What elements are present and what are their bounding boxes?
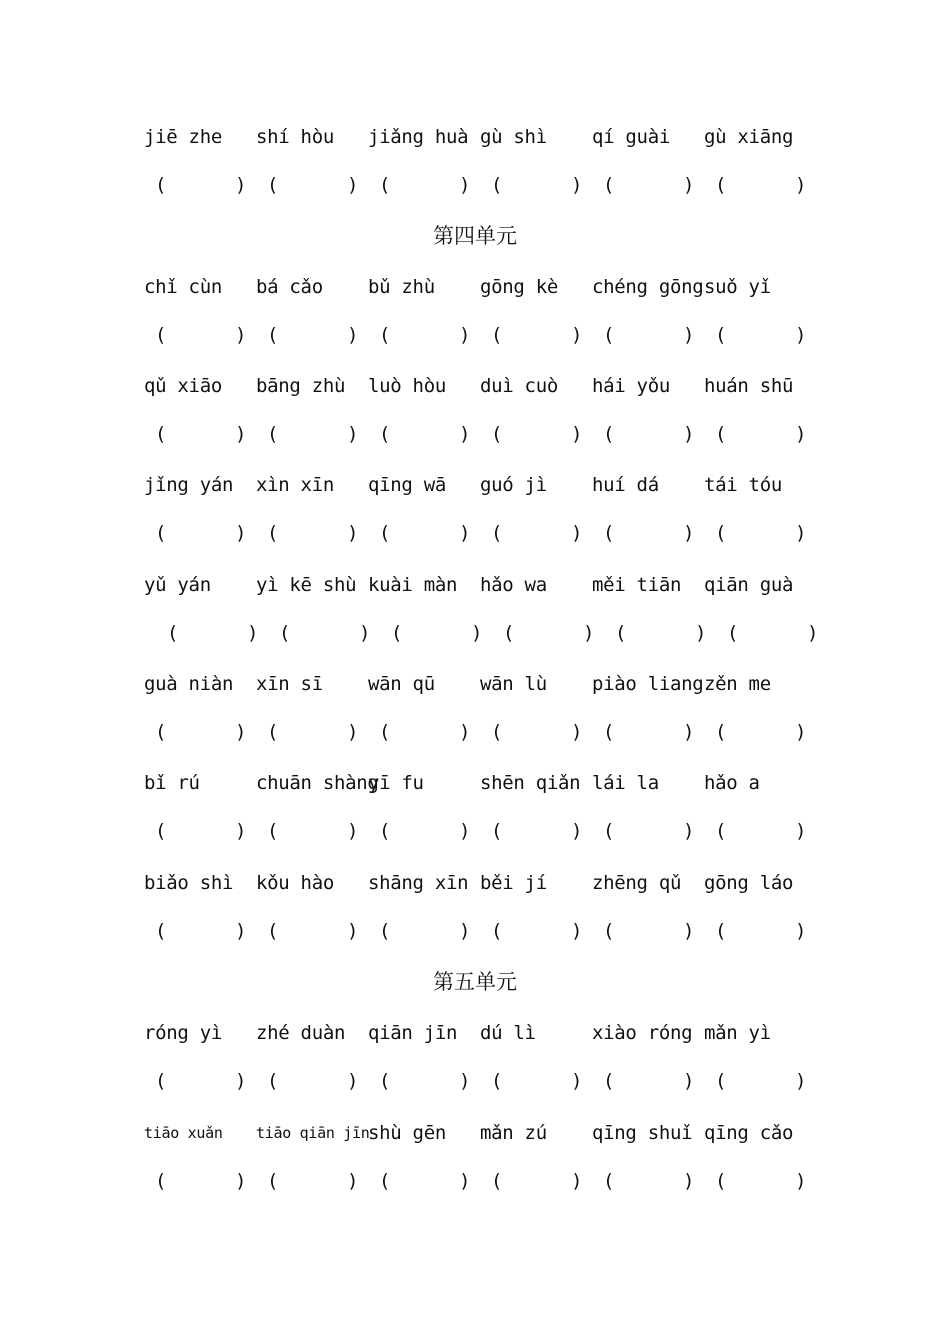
answer-blank-row	[0, 170, 950, 200]
open-paren: (	[603, 324, 615, 346]
open-paren: (	[603, 1170, 615, 1192]
answer-blank-row	[0, 1066, 950, 1096]
open-paren: (	[715, 1070, 727, 1092]
pinyin-word: shù gēn	[368, 1122, 446, 1144]
open-paren: (	[267, 820, 279, 842]
pinyin-row	[0, 122, 950, 152]
pinyin-word: chéng gōng	[592, 276, 704, 298]
pinyin-word: piào liang	[592, 673, 704, 695]
pinyin-word: hǎo a	[704, 772, 760, 794]
pinyin-word: yī fu	[368, 772, 424, 794]
open-paren: (	[155, 522, 167, 544]
close-paren: )	[807, 622, 819, 644]
open-paren: (	[491, 423, 503, 445]
open-paren: (	[379, 820, 391, 842]
close-paren: )	[247, 622, 259, 644]
close-paren: )	[683, 820, 695, 842]
close-paren: )	[795, 1170, 807, 1192]
pinyin-word: duì cuò	[480, 375, 558, 397]
pinyin-word: gōng kè	[480, 276, 558, 298]
pinyin-word: xīn sī	[256, 673, 323, 695]
close-paren: )	[347, 721, 359, 743]
close-paren: )	[347, 1070, 359, 1092]
open-paren: (	[267, 324, 279, 346]
open-paren: (	[279, 622, 291, 644]
close-paren: )	[235, 522, 247, 544]
close-paren: )	[235, 721, 247, 743]
pinyin-word: tái tóu	[704, 474, 782, 496]
pinyin-word: wān qū	[368, 673, 435, 695]
open-paren: (	[491, 721, 503, 743]
pinyin-word: zhé duàn	[256, 1022, 346, 1044]
open-paren: (	[267, 1070, 279, 1092]
open-paren: (	[167, 622, 179, 644]
open-paren: (	[155, 423, 167, 445]
pinyin-word: bá cǎo	[256, 276, 323, 298]
pinyin-word: tiāo qiān jīn	[256, 1124, 370, 1142]
pinyin-word: bāng zhù	[256, 375, 346, 397]
open-paren: (	[715, 522, 727, 544]
pinyin-word: qiān guà	[704, 574, 794, 596]
close-paren: )	[571, 324, 583, 346]
pinyin-word: běi jí	[480, 872, 547, 894]
open-paren: (	[379, 522, 391, 544]
pinyin-word: róng yì	[144, 1022, 222, 1044]
pinyin-row	[0, 272, 950, 302]
open-paren: (	[715, 324, 727, 346]
pinyin-word: chǐ cùn	[144, 276, 222, 298]
pinyin-word: xìn xīn	[256, 474, 334, 496]
close-paren: )	[795, 820, 807, 842]
pinyin-word: huí dá	[592, 474, 659, 496]
open-paren: (	[267, 721, 279, 743]
open-paren: (	[491, 522, 503, 544]
pinyin-word: zěn me	[704, 673, 771, 695]
close-paren: )	[571, 1170, 583, 1192]
pinyin-word: jǐng yán	[144, 474, 234, 496]
close-paren: )	[795, 920, 807, 942]
open-paren: (	[155, 920, 167, 942]
close-paren: )	[347, 174, 359, 196]
pinyin-word: bǐ rú	[144, 772, 200, 794]
close-paren: )	[459, 324, 471, 346]
open-paren: (	[503, 622, 515, 644]
pinyin-word: zhēng qǔ	[592, 872, 682, 894]
close-paren: )	[459, 920, 471, 942]
close-paren: )	[683, 721, 695, 743]
open-paren: (	[267, 522, 279, 544]
pinyin-word: yǔ yán	[144, 574, 211, 596]
pinyin-word: qīng wā	[368, 474, 446, 496]
open-paren: (	[603, 174, 615, 196]
pinyin-word: jiǎng huà	[368, 126, 469, 148]
pinyin-row	[0, 868, 950, 898]
close-paren: )	[347, 324, 359, 346]
close-paren: )	[235, 1070, 247, 1092]
pinyin-row	[0, 371, 950, 401]
close-paren: )	[795, 423, 807, 445]
open-paren: (	[379, 1170, 391, 1192]
close-paren: )	[347, 522, 359, 544]
open-paren: (	[715, 820, 727, 842]
close-paren: )	[459, 820, 471, 842]
close-paren: )	[695, 622, 707, 644]
close-paren: )	[795, 1070, 807, 1092]
unit-heading: 第四单元	[433, 224, 517, 248]
answer-blank-row	[0, 717, 950, 747]
open-paren: (	[603, 423, 615, 445]
pinyin-word: shāng xīn	[368, 872, 469, 894]
pinyin-word: lái la	[592, 772, 659, 794]
pinyin-word: mǎn yì	[704, 1022, 771, 1044]
open-paren: (	[155, 324, 167, 346]
close-paren: )	[235, 1170, 247, 1192]
pinyin-word: kǒu hào	[256, 872, 334, 894]
open-paren: (	[603, 522, 615, 544]
pinyin-word: shēn qiǎn	[480, 772, 581, 794]
open-paren: (	[379, 721, 391, 743]
close-paren: )	[571, 1070, 583, 1092]
close-paren: )	[683, 522, 695, 544]
close-paren: )	[571, 423, 583, 445]
pinyin-word: wān lù	[480, 673, 547, 695]
open-paren: (	[491, 920, 503, 942]
open-paren: (	[379, 174, 391, 196]
close-paren: )	[795, 174, 807, 196]
pinyin-row	[0, 1118, 950, 1148]
open-paren: (	[267, 920, 279, 942]
open-paren: (	[155, 174, 167, 196]
answer-blank-row	[0, 816, 950, 846]
open-paren: (	[155, 820, 167, 842]
close-paren: )	[683, 324, 695, 346]
close-paren: )	[571, 920, 583, 942]
pinyin-word: suǒ yǐ	[704, 276, 771, 298]
pinyin-word: qīng cǎo	[704, 1122, 794, 1144]
close-paren: )	[459, 1070, 471, 1092]
close-paren: )	[571, 522, 583, 544]
pinyin-word: qīng shuǐ	[592, 1122, 693, 1144]
pinyin-word: biǎo shì	[144, 872, 234, 894]
pinyin-word: jiē zhe	[144, 126, 222, 148]
pinyin-word: guà niàn	[144, 673, 234, 695]
pinyin-word: gù shì	[480, 126, 547, 148]
pinyin-word: hái yǒu	[592, 375, 670, 397]
answer-blank-row	[0, 518, 950, 548]
pinyin-word: měi tiān	[592, 574, 682, 596]
open-paren: (	[715, 423, 727, 445]
close-paren: )	[359, 622, 371, 644]
pinyin-word: chuān shàng	[256, 772, 379, 794]
pinyin-row	[0, 1018, 950, 1048]
open-paren: (	[155, 721, 167, 743]
pinyin-word: tiāo xuǎn	[144, 1124, 223, 1142]
close-paren: )	[347, 1170, 359, 1192]
unit-heading: 第五单元	[433, 970, 517, 994]
close-paren: )	[235, 920, 247, 942]
pinyin-word: luò hòu	[368, 375, 446, 397]
open-paren: (	[267, 1170, 279, 1192]
pinyin-word: qiān jīn	[368, 1022, 458, 1044]
close-paren: )	[571, 820, 583, 842]
pinyin-word: mǎn zú	[480, 1122, 547, 1144]
close-paren: )	[235, 324, 247, 346]
open-paren: (	[379, 1070, 391, 1092]
close-paren: )	[795, 721, 807, 743]
open-paren: (	[603, 721, 615, 743]
open-paren: (	[727, 622, 739, 644]
answer-blank-row	[0, 916, 950, 946]
open-paren: (	[391, 622, 403, 644]
close-paren: )	[683, 423, 695, 445]
pinyin-row	[0, 669, 950, 699]
open-paren: (	[491, 820, 503, 842]
pinyin-word: qǔ xiāo	[144, 375, 222, 397]
pinyin-word: huán shū	[704, 375, 794, 397]
open-paren: (	[715, 721, 727, 743]
open-paren: (	[615, 622, 627, 644]
pinyin-word: kuài màn	[368, 574, 458, 596]
close-paren: )	[459, 1170, 471, 1192]
pinyin-word: hǎo wa	[480, 574, 547, 596]
close-paren: )	[571, 721, 583, 743]
open-paren: (	[715, 920, 727, 942]
pinyin-word: gù xiāng	[704, 126, 794, 148]
close-paren: )	[459, 174, 471, 196]
close-paren: )	[235, 174, 247, 196]
pinyin-row	[0, 470, 950, 500]
open-paren: (	[379, 920, 391, 942]
close-paren: )	[235, 820, 247, 842]
answer-blank-row	[0, 419, 950, 449]
close-paren: )	[571, 174, 583, 196]
pinyin-word: guó jì	[480, 474, 547, 496]
close-paren: )	[347, 423, 359, 445]
pinyin-word: dú lì	[480, 1022, 536, 1044]
open-paren: (	[267, 423, 279, 445]
close-paren: )	[459, 721, 471, 743]
open-paren: (	[155, 1070, 167, 1092]
close-paren: )	[459, 522, 471, 544]
open-paren: (	[491, 174, 503, 196]
close-paren: )	[583, 622, 595, 644]
pinyin-word: xiào róng	[592, 1022, 693, 1044]
close-paren: )	[683, 174, 695, 196]
pinyin-word: bǔ zhù	[368, 276, 435, 298]
open-paren: (	[155, 1170, 167, 1192]
open-paren: (	[491, 324, 503, 346]
answer-blank-row	[0, 618, 950, 648]
answer-blank-row	[0, 320, 950, 350]
open-paren: (	[491, 1070, 503, 1092]
close-paren: )	[795, 522, 807, 544]
open-paren: (	[379, 423, 391, 445]
close-paren: )	[347, 920, 359, 942]
open-paren: (	[715, 1170, 727, 1192]
pinyin-word: gōng láo	[704, 872, 794, 894]
pinyin-row	[0, 768, 950, 798]
close-paren: )	[683, 1170, 695, 1192]
open-paren: (	[491, 1170, 503, 1192]
close-paren: )	[471, 622, 483, 644]
close-paren: )	[459, 423, 471, 445]
pinyin-word: shí hòu	[256, 126, 334, 148]
close-paren: )	[795, 324, 807, 346]
open-paren: (	[603, 1070, 615, 1092]
close-paren: )	[347, 820, 359, 842]
pinyin-word: yì kē shù	[256, 574, 357, 596]
pinyin-word: qí guài	[592, 126, 670, 148]
pinyin-row	[0, 570, 950, 600]
open-paren: (	[715, 174, 727, 196]
close-paren: )	[683, 1070, 695, 1092]
open-paren: (	[267, 174, 279, 196]
answer-blank-row	[0, 1166, 950, 1196]
close-paren: )	[235, 423, 247, 445]
open-paren: (	[603, 920, 615, 942]
close-paren: )	[683, 920, 695, 942]
open-paren: (	[379, 324, 391, 346]
open-paren: (	[603, 820, 615, 842]
